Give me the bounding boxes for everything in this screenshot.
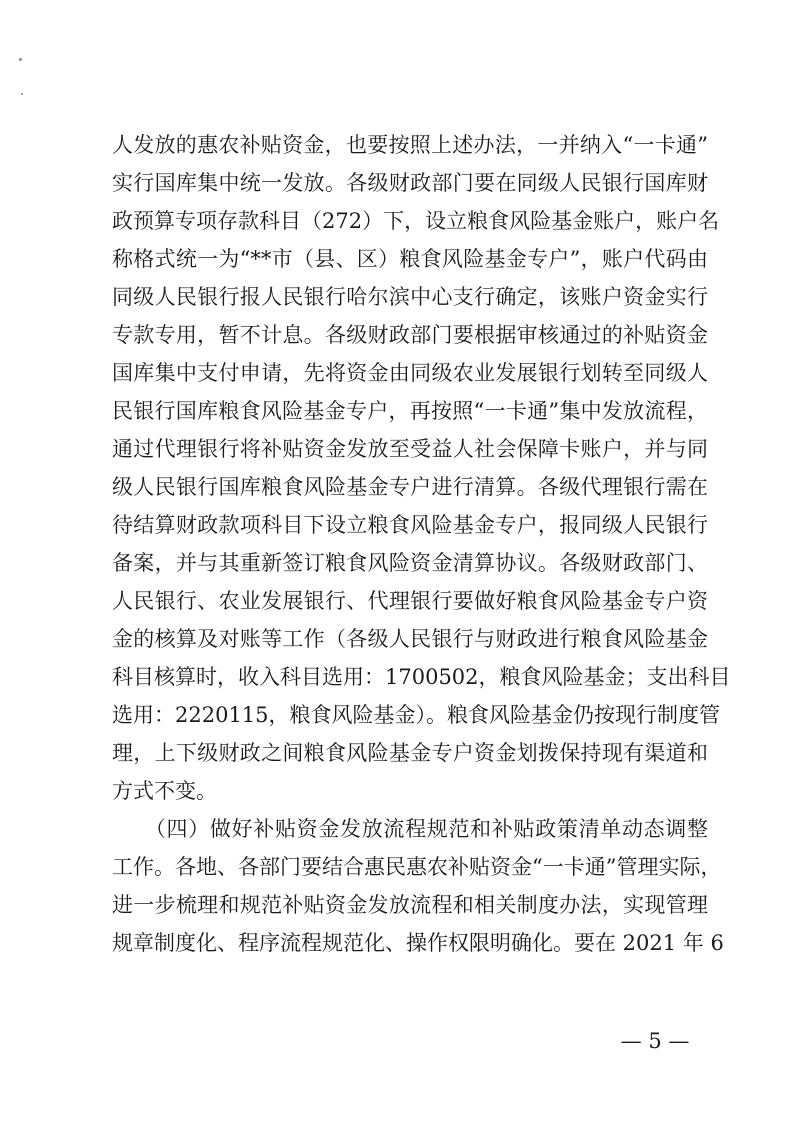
text-line: 人民银行、农业发展银行、代理银行要做好粮食风险基金专户资 xyxy=(112,589,708,613)
scan-speck xyxy=(21,93,23,95)
text-line: 民银行国库粮食风险基金专户，再按照“一卡通”集中发放流程， xyxy=(112,399,708,423)
body-text xyxy=(112,126,731,962)
text-line: 选用：2220115，粮食风险基金）。粮食风险基金仍按现行制度管 xyxy=(112,703,721,727)
text-line: 级人民银行国库粮食风险基金专户进行清算。各级代理银行需在 xyxy=(112,475,708,499)
scan-speck xyxy=(19,58,22,61)
text-line: 理，上下级财政之间粮食风险基金专户资金划拨保持现有渠道和 xyxy=(112,741,708,765)
text-line: 人发放的惠农补贴资金，也要按照上述办法，一并纳入“一卡通” xyxy=(112,133,708,157)
page-number: — 5 — xyxy=(620,1029,690,1053)
text-line: 进一步梳理和规范补贴资金发放流程和相关制度办法，实现管理 xyxy=(112,893,708,917)
section-heading-line: （四）做好补贴资金发放流程规范和补贴政策清单动态调整 xyxy=(112,817,708,841)
text-line: 同级人民银行报人民银行哈尔滨中心支行确定，该账户资金实行 xyxy=(112,285,708,309)
text-line: 金的核算及对账等工作（各级人民银行与财政进行粮食风险基金 xyxy=(112,627,708,651)
text-line: 政预算专项存款科目（272）下，设立粮食风险基金账户，账户名 xyxy=(112,209,720,233)
text-line: 规章制度化、程序流程规范化、操作权限明确化。要在 2021 年 6 xyxy=(112,931,724,955)
text-line: 方式不变。 xyxy=(112,779,217,803)
text-line: 专款专用，暂不计息。各级财政部门要根据审核通过的补贴资金 xyxy=(112,323,708,347)
text-line: 备案，并与其重新签订粮食风险资金清算协议。各级财政部门、 xyxy=(112,551,708,575)
text-line: 工作。各地、各部门要结合惠民惠农补贴资金“一卡通”管理实际， xyxy=(112,855,722,879)
text-line: 实行国库集中统一发放。各级财政部门要在同级人民银行国库财 xyxy=(112,171,708,195)
text-line: 国库集中支付申请，先将资金由同级农业发展银行划转至同级人 xyxy=(112,361,708,385)
text-line: 通过代理银行将补贴资金发放至受益人社会保障卡账户，并与同 xyxy=(112,437,708,461)
text-line: 科目核算时，收入科目选用：1700502，粮食风险基金；支出科目 xyxy=(112,665,731,689)
text-line: 称格式统一为“**市（县、区）粮食风险基金专户”，账户代码由 xyxy=(112,247,708,271)
text-line: 待结算财政款项科目下设立粮食风险基金专户，报同级人民银行 xyxy=(112,513,708,537)
